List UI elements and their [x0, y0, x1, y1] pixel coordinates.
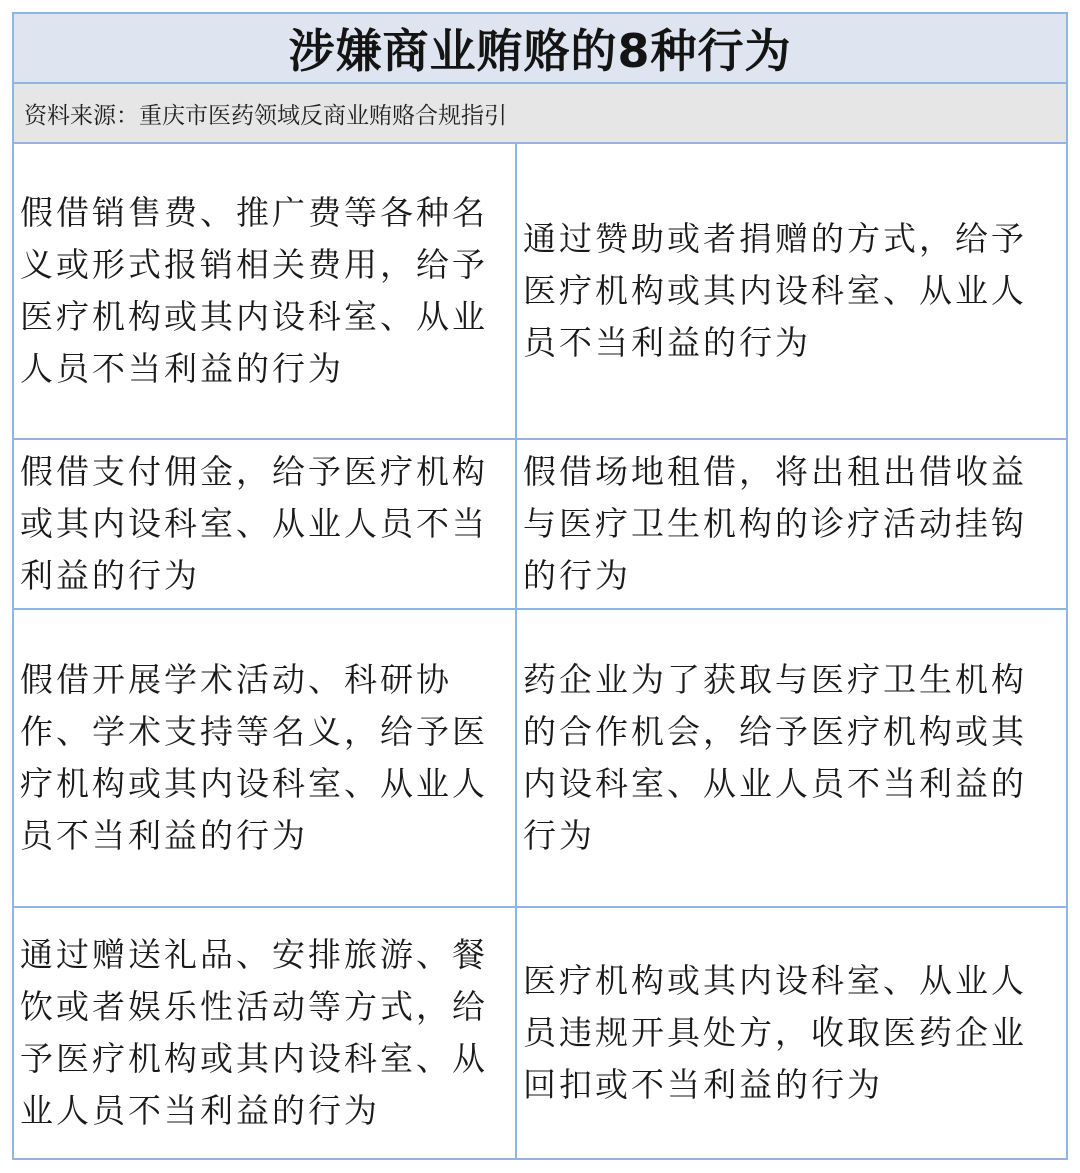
table-cell [517, 144, 1066, 438]
behavior-table [12, 12, 1068, 1160]
cell-text: 医疗机构或其内设科室、从业人员违规开具处方，收取医药企业回扣或不当利益的行为 [523, 961, 1027, 1104]
table-title-row [14, 14, 1066, 84]
cell-text: 假借支付佣金，给予医疗机构或其内设科室、从业人员不当利益的行为 [20, 452, 488, 595]
table-row [14, 610, 1066, 908]
table-cell [14, 440, 517, 608]
table-cell [14, 610, 517, 906]
cell-text: 假借场地租借，将出租出借收益与医疗卫生机构的诊疗活动挂钩的行为 [523, 452, 1027, 595]
table-cell [517, 610, 1066, 906]
table-cell [14, 908, 517, 1158]
table-title: 涉嫌商业贿赂的8种行为 [288, 24, 792, 78]
table-row [14, 144, 1066, 440]
table-cell [14, 144, 517, 438]
table-row [14, 908, 1066, 1160]
cell-text: 假借销售费、推广费等各种名义或形式报销相关费用，给予医疗机构或其内设科室、从业人员不当利益的行为 [20, 193, 488, 388]
source-text: 资料来源：重庆市医药领域反商业贿赂合规指引 [24, 102, 507, 129]
cell-text: 药企业为了获取与医疗卫生机构的合作机会，给予医疗机构或其内设科室、从业人员不当利益的行为 [523, 660, 1027, 855]
cell-text: 通过赞助或者捐赠的方式，给予医疗机构或其内设科室、从业人员不当利益的行为 [523, 219, 1027, 362]
source-row [14, 84, 1066, 144]
table-row [14, 440, 1066, 610]
table-cell [517, 908, 1066, 1158]
cell-text: 假借开展学术活动、科研协作、学术支持等名义，给予医疗机构或其内设科室、从业人员不当利益的行为 [20, 660, 488, 855]
table-cell [517, 440, 1066, 608]
cell-text: 通过赠送礼品、安排旅游、餐饮或者娱乐性活动等方式，给予医疗机构或其内设科室、从业人员不当利益的行为 [20, 935, 488, 1130]
